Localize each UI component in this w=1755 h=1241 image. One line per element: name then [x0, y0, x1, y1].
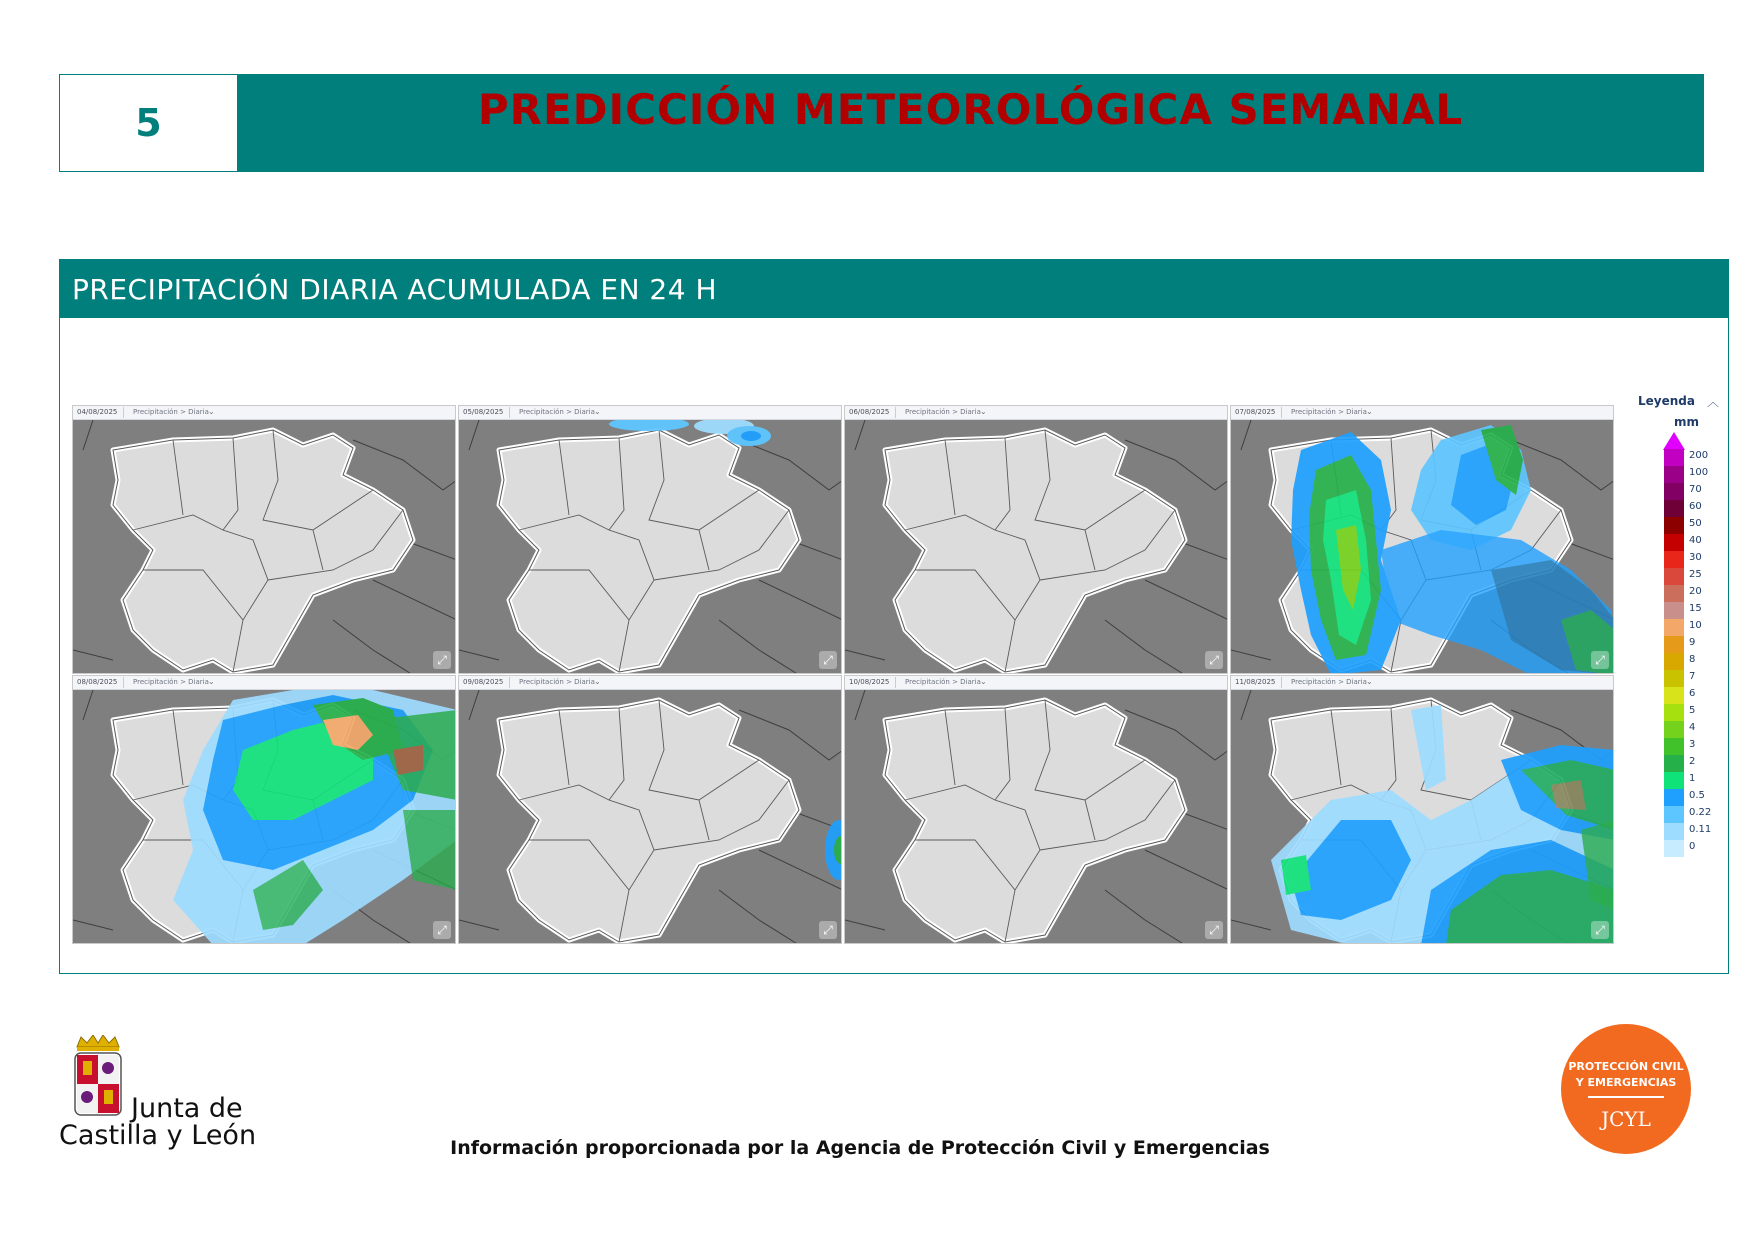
panel-header [1231, 676, 1613, 690]
panel-separator [123, 407, 124, 418]
panel-separator [1281, 677, 1282, 688]
panel-separator [123, 677, 124, 688]
legend-swatch [1664, 483, 1684, 500]
expand-icon[interactable]: ⤢ [433, 651, 451, 669]
map-panel-6 [458, 675, 842, 944]
panel-breadcrumb[interactable]: Precipitación > Diaria [1291, 678, 1367, 686]
expand-icon[interactable]: ⤢ [433, 921, 451, 939]
chevron-up-icon[interactable]: ︿ [1707, 395, 1720, 409]
chevron-down-icon[interactable]: ⌄ [208, 407, 215, 416]
panel-date: 11/08/2025 [1235, 678, 1276, 686]
legend-color-bar [1664, 449, 1684, 857]
page-title: PREDICCIÓN METEOROLÓGICA SEMANAL [477, 85, 1464, 134]
legend-label: 15 [1689, 603, 1702, 614]
legend-label: 200 [1689, 450, 1709, 461]
legend-title: Leyenda [1638, 394, 1695, 408]
panel-header [845, 676, 1227, 690]
pc-logo-line-2: Y EMERGENCIAS [1575, 1076, 1677, 1089]
panel-date: 04/08/2025 [77, 408, 118, 416]
legend-label: 40 [1689, 535, 1702, 546]
legend-swatch [1664, 755, 1684, 772]
legend-swatch [1664, 789, 1684, 806]
panel-header [459, 676, 841, 690]
legend-swatch [1664, 449, 1684, 466]
legend-swatch [1664, 687, 1684, 704]
legend-label: 0.11 [1689, 824, 1712, 835]
legend-swatch [1664, 636, 1684, 653]
legend-swatch [1664, 466, 1684, 483]
precipitation-map-2 [459, 420, 842, 674]
legend-swatch [1664, 670, 1684, 687]
panel-separator [509, 677, 510, 688]
legend-swatch [1664, 551, 1684, 568]
chevron-down-icon[interactable]: ⌄ [980, 677, 987, 686]
panel-breadcrumb[interactable]: Precipitación > Diaria [905, 408, 981, 416]
legend-swatch [1664, 806, 1684, 823]
panel-separator [1281, 407, 1282, 418]
panel-date: 10/08/2025 [849, 678, 890, 686]
map-panel-5 [72, 675, 456, 944]
chevron-down-icon[interactable]: ⌄ [594, 407, 601, 416]
legend-swatch [1664, 653, 1684, 670]
chevron-down-icon[interactable]: ⌄ [208, 677, 215, 686]
proteccion-civil-logo [1561, 1024, 1691, 1154]
precipitation-map-8 [1231, 690, 1614, 944]
legend-label: 60 [1689, 501, 1702, 512]
expand-icon[interactable]: ⤢ [1205, 921, 1223, 939]
legend-swatch [1664, 500, 1684, 517]
legend-swatch [1664, 823, 1684, 840]
junta-castilla-leon-logo [59, 1035, 259, 1155]
precipitation-legend [1630, 389, 1730, 852]
legend-swatch [1664, 772, 1684, 789]
precipitation-map-3 [845, 420, 1228, 674]
panel-date: 08/08/2025 [77, 678, 118, 686]
map-panel-1 [72, 405, 456, 674]
legend-label: 20 [1689, 586, 1702, 597]
section-header [59, 74, 1704, 172]
legend-label: 4 [1689, 722, 1696, 733]
legend-label: 1 [1689, 773, 1696, 784]
legend-label: 70 [1689, 484, 1702, 495]
jcyl-wordmark [59, 1095, 256, 1149]
precipitation-map-4 [1231, 420, 1614, 674]
precipitation-map-1 [73, 420, 456, 674]
chevron-down-icon[interactable]: ⌄ [594, 677, 601, 686]
panel-breadcrumb[interactable]: Precipitación > Diaria [519, 678, 595, 686]
chevron-down-icon[interactable]: ⌄ [980, 407, 987, 416]
legend-label: 0.22 [1689, 807, 1712, 818]
header-bar [238, 75, 1703, 171]
panel-breadcrumb[interactable]: Precipitación > Diaria [133, 408, 209, 416]
panel-date: 05/08/2025 [463, 408, 504, 416]
legend-label: 100 [1689, 467, 1709, 478]
panel-header [845, 406, 1227, 420]
jcyl-line-2: Castilla y León [59, 1120, 257, 1151]
panel-breadcrumb[interactable]: Precipitación > Diaria [1291, 408, 1367, 416]
legend-label: 30 [1689, 552, 1702, 563]
legend-swatch [1664, 585, 1684, 602]
expand-icon[interactable]: ⤢ [819, 651, 837, 669]
forecast-map-grid [72, 405, 1616, 943]
panel-breadcrumb[interactable]: Precipitación > Diaria [133, 678, 209, 686]
precipitation-map-7 [845, 690, 1228, 944]
panel-date: 07/08/2025 [1235, 408, 1276, 416]
chevron-down-icon[interactable]: ⌄ [1366, 677, 1373, 686]
legend-label: 5 [1689, 705, 1696, 716]
pc-logo-line-1: PROTECCIÓN CIVIL [1568, 1060, 1684, 1073]
section-title: PRECIPITACIÓN DIARIA ACUMULADA EN 24 H [72, 273, 718, 306]
legend-swatch [1664, 704, 1684, 721]
legend-label: 2 [1689, 756, 1696, 767]
precipitation-map-6 [459, 690, 842, 944]
legend-label: 10 [1689, 620, 1702, 631]
section-number: 5 [60, 75, 238, 171]
legend-label: 9 [1689, 637, 1696, 648]
footer-info: Información proporcionada por la Agencia de Protección Civil y Emergencias [450, 1137, 1270, 1159]
legend-label: 25 [1689, 569, 1702, 580]
panel-header [73, 676, 455, 690]
panel-breadcrumb[interactable]: Precipitación > Diaria [905, 678, 981, 686]
legend-swatch [1664, 619, 1684, 636]
precipitation-map-5 [73, 690, 456, 944]
map-panel-7 [844, 675, 1228, 944]
expand-icon[interactable]: ⤢ [819, 921, 837, 939]
map-panel-2 [458, 405, 842, 674]
panel-date: 09/08/2025 [463, 678, 504, 686]
panel-header [459, 406, 841, 420]
legend-label: 50 [1689, 518, 1702, 529]
legend-unit: mm [1674, 415, 1700, 429]
legend-label: 0.5 [1689, 790, 1705, 801]
map-panel-4 [1230, 405, 1614, 674]
panel-separator [509, 407, 510, 418]
legend-label: 6 [1689, 688, 1696, 699]
panel-date: 06/08/2025 [849, 408, 890, 416]
expand-icon[interactable]: ⤢ [1205, 651, 1223, 669]
legend-swatch [1664, 738, 1684, 755]
legend-label: 3 [1689, 739, 1696, 750]
panel-separator [895, 407, 896, 418]
pc-logo-line-3: JCYL [1601, 1107, 1651, 1131]
legend-labels [1689, 451, 1711, 859]
legend-swatch [1664, 721, 1684, 738]
legend-swatch [1664, 534, 1684, 551]
jcyl-line-1: Junta de [131, 1093, 243, 1124]
section-title-bar [60, 260, 1728, 318]
legend-swatch [1664, 602, 1684, 619]
map-panel-3 [844, 405, 1228, 674]
panel-separator [895, 677, 896, 688]
legend-max-arrow [1663, 432, 1685, 450]
expand-icon[interactable]: ⤢ [1591, 651, 1609, 669]
legend-swatch [1664, 568, 1684, 585]
panel-header [1231, 406, 1613, 420]
map-panel-8 [1230, 675, 1614, 944]
legend-label: 0 [1689, 841, 1696, 852]
legend-swatch [1664, 840, 1684, 857]
panel-breadcrumb[interactable]: Precipitación > Diaria [519, 408, 595, 416]
legend-swatch [1664, 517, 1684, 534]
legend-label: 7 [1689, 671, 1696, 682]
panel-header [73, 406, 455, 420]
expand-icon[interactable]: ⤢ [1591, 921, 1609, 939]
chevron-down-icon[interactable]: ⌄ [1366, 407, 1373, 416]
pc-logo-divider [1588, 1096, 1664, 1098]
legend-label: 8 [1689, 654, 1696, 665]
